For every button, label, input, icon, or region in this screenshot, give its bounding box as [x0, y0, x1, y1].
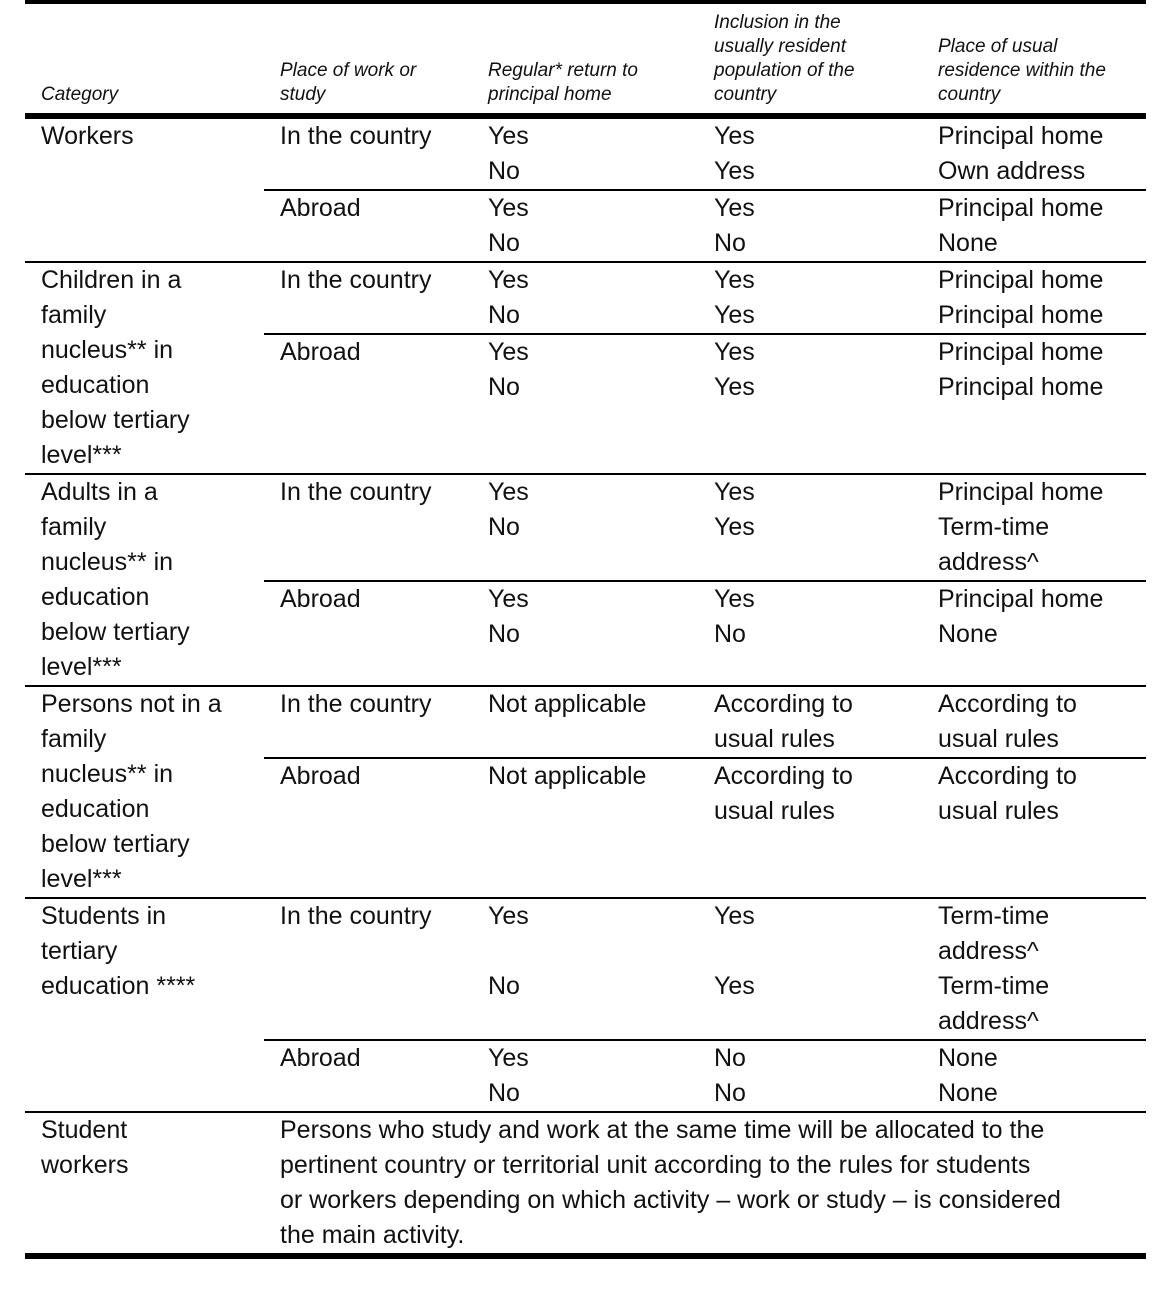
header-line: study: [280, 84, 326, 105]
header-place-of-work: [264, 59, 472, 107]
inclusion-cell: [698, 335, 922, 473]
residence-line: Principal home: [938, 373, 1104, 401]
category-line: level***: [41, 653, 122, 681]
return-line: No: [488, 301, 520, 329]
return-line: Yes: [488, 194, 529, 222]
residence-line: None: [938, 620, 998, 648]
header-line: Inclusion in the: [714, 12, 841, 33]
return-line: No: [488, 620, 520, 648]
subsection-abroad: [264, 191, 1146, 261]
residence-line: According to: [938, 690, 1077, 718]
section-workers: [25, 119, 1146, 263]
inclusion-line: Yes: [714, 513, 755, 541]
header-line: Place of usual: [938, 36, 1058, 57]
place-line: Abroad: [280, 585, 361, 613]
header-line: country: [938, 84, 1001, 105]
inclusion-line: Yes: [714, 373, 755, 401]
place-line: Abroad: [280, 1044, 361, 1072]
residence-cell: [922, 1041, 998, 1111]
residence-line: Principal home: [938, 478, 1104, 506]
place-cell: [264, 475, 472, 580]
inclusion-line: According to: [714, 690, 853, 718]
table-body: [25, 119, 1146, 1253]
inclusion-line: Yes: [714, 902, 755, 930]
return-cell: [472, 1041, 698, 1111]
return-line: Yes: [488, 585, 529, 613]
residence-cell: [922, 899, 1049, 1039]
category-line: nucleus** in: [41, 760, 174, 788]
inclusion-line: Yes: [714, 478, 755, 506]
category-line: below tertiary: [41, 830, 190, 858]
category-line: below tertiary: [41, 618, 190, 646]
section-rows: [264, 263, 1146, 473]
residence-cell: [922, 687, 1077, 757]
section-rows: [264, 475, 1146, 685]
subsection-abroad: [264, 582, 1146, 685]
residence-cell: [922, 475, 1103, 580]
category-line: tertiary: [41, 937, 118, 965]
residence-line: Principal home: [938, 301, 1104, 329]
residence-line: Term-time: [938, 902, 1050, 930]
subsection-in-country: [264, 687, 1146, 759]
return-cell: [472, 687, 698, 757]
header-category: [25, 83, 264, 107]
inclusion-line: [714, 934, 922, 969]
category-line: family: [41, 513, 107, 541]
inclusion-line: Yes: [714, 194, 755, 222]
residence-line: None: [938, 1079, 998, 1107]
place-line: In the country: [280, 122, 432, 150]
residence-line: None: [938, 1044, 998, 1072]
residence-cell: [922, 119, 1103, 189]
inclusion-line: No: [714, 1044, 746, 1072]
return-cell: [472, 119, 698, 189]
header-line: country: [714, 84, 777, 105]
subsection-in-country: [264, 119, 1146, 191]
inclusion-line: Yes: [714, 157, 755, 185]
category-cell: [25, 1113, 264, 1253]
section-rows: [264, 119, 1146, 261]
category-line: nucleus** in: [41, 548, 174, 576]
place-cell: [264, 687, 472, 757]
return-line: No: [488, 373, 520, 401]
place-line: In the country: [280, 690, 432, 718]
inclusion-cell: [698, 191, 922, 261]
note-text-cell: [264, 1113, 1146, 1253]
return-line: Yes: [488, 478, 529, 506]
residence-line: usual rules: [938, 725, 1059, 753]
subsection-in-country: [264, 263, 1146, 335]
category-line: level***: [41, 441, 122, 469]
inclusion-cell: [698, 119, 922, 189]
category-line: education: [41, 795, 150, 823]
section-adults-family-nucleus: [25, 475, 1146, 687]
inclusion-line: No: [714, 229, 746, 257]
place-line: Abroad: [280, 762, 361, 790]
category-line: below tertiary: [41, 406, 190, 434]
inclusion-cell: [698, 263, 922, 333]
residence-line: Term-time: [938, 972, 1050, 1000]
return-cell: [472, 899, 698, 1039]
category-cell: [25, 899, 264, 1111]
residence-line: Principal home: [938, 585, 1104, 613]
category-cell: [25, 687, 264, 897]
inclusion-line: Yes: [714, 585, 755, 613]
place-line: In the country: [280, 478, 432, 506]
category-line: Students in: [41, 902, 167, 930]
header-line: residence within the: [938, 60, 1106, 81]
inclusion-cell: [698, 899, 922, 1039]
header-line: population of the: [714, 60, 855, 81]
return-cell: [472, 335, 698, 473]
subsection-abroad: [264, 335, 1146, 473]
category-line: Persons not in a: [41, 690, 222, 718]
category-line: workers: [41, 1151, 129, 1179]
category-line: education ****: [41, 972, 196, 1000]
return-line: No: [488, 1079, 520, 1107]
place-cell: [264, 191, 472, 261]
return-line: Yes: [488, 338, 529, 366]
return-line: Yes: [488, 122, 529, 150]
return-cell: [472, 263, 698, 333]
inclusion-line: Yes: [714, 338, 755, 366]
header-line: Category: [41, 84, 119, 105]
place-cell: [264, 1041, 472, 1111]
subsection-in-country: [264, 899, 1146, 1041]
note-line: Persons who study and work at the same time will be allocated to the: [280, 1116, 1045, 1144]
residence-cell: [922, 263, 1103, 333]
category-line: Adults in a: [41, 478, 158, 506]
category-line: nucleus** in: [41, 336, 174, 364]
return-line: No: [488, 513, 520, 541]
return-line: Not applicable: [488, 762, 647, 790]
header-inclusion: [698, 11, 922, 107]
subsection-in-country: [264, 475, 1146, 582]
section-persons-not-in-family-nucleus: [25, 687, 1146, 899]
return-line: Yes: [488, 902, 529, 930]
header-regular-return: [472, 59, 698, 107]
inclusion-cell: [698, 475, 922, 580]
place-cell: [264, 335, 472, 473]
section-children-family-nucleus: [25, 263, 1146, 475]
residence-line: address^: [938, 1007, 1039, 1035]
header-line: Regular* return to: [488, 60, 638, 81]
residence-cell: [922, 191, 1103, 261]
place-cell: [264, 899, 472, 1039]
inclusion-line: According to: [714, 762, 853, 790]
return-line: [488, 934, 698, 969]
residence-line: Term-time: [938, 513, 1050, 541]
category-line: level***: [41, 865, 122, 893]
subsection-abroad: [264, 759, 1146, 897]
inclusion-line: No: [714, 1079, 746, 1107]
category-line: family: [41, 725, 107, 753]
residence-line: None: [938, 229, 998, 257]
residence-cell: [922, 582, 1103, 685]
place-line: Abroad: [280, 194, 361, 222]
inclusion-line: usual rules: [714, 797, 835, 825]
inclusion-cell: [698, 1041, 922, 1111]
residence-rules-table: [25, 0, 1146, 1259]
inclusion-line: usual rules: [714, 725, 835, 753]
inclusion-line: Yes: [714, 972, 755, 1000]
category-cell: [25, 475, 264, 685]
residence-cell: [922, 335, 1103, 473]
inclusion-line: Yes: [714, 301, 755, 329]
place-line: In the country: [280, 902, 432, 930]
return-line: No: [488, 157, 520, 185]
category-line: Children in a: [41, 266, 182, 294]
residence-cell: [922, 759, 1077, 897]
residence-line: Principal home: [938, 266, 1104, 294]
subsection-abroad: [264, 1041, 1146, 1111]
table-header-row: [25, 4, 1146, 119]
note-line: or workers depending on which activity – work or study – is considered: [280, 1186, 1061, 1214]
residence-line: According to: [938, 762, 1077, 790]
category-line: education: [41, 371, 150, 399]
header-residence: [922, 35, 1146, 107]
header-line: principal home: [488, 84, 612, 105]
category-line: Student: [41, 1116, 128, 1144]
return-line: No: [488, 229, 520, 257]
note-line: the main activity.: [280, 1221, 465, 1249]
category-cell: [25, 263, 264, 473]
return-cell: [472, 475, 698, 580]
place-cell: [264, 582, 472, 685]
return-cell: [472, 582, 698, 685]
inclusion-cell: [698, 582, 922, 685]
return-cell: [472, 191, 698, 261]
inclusion-line: Yes: [714, 266, 755, 294]
place-line: Abroad: [280, 338, 361, 366]
category-line: education: [41, 583, 150, 611]
place-cell: [264, 119, 472, 189]
category-line: Workers: [41, 122, 134, 150]
inclusion-cell: [698, 687, 922, 757]
header-line: Place of work or: [280, 60, 417, 81]
section-student-workers: [25, 1113, 1146, 1253]
residence-line: Principal home: [938, 122, 1104, 150]
return-line: No: [488, 972, 520, 1000]
place-line: In the country: [280, 266, 432, 294]
residence-line: Principal home: [938, 194, 1104, 222]
residence-line: address^: [938, 548, 1039, 576]
category-cell: [25, 119, 264, 261]
residence-line: Own address: [938, 157, 1086, 185]
return-line: Not applicable: [488, 690, 647, 718]
return-line: Yes: [488, 1044, 529, 1072]
place-cell: [264, 263, 472, 333]
residence-line: usual rules: [938, 797, 1059, 825]
residence-line: Principal home: [938, 338, 1104, 366]
note-line: pertinent country or territorial unit according to the rules for students: [280, 1151, 1031, 1179]
return-cell: [472, 759, 698, 897]
category-line: family: [41, 301, 107, 329]
inclusion-line: No: [714, 620, 746, 648]
header-line: usually resident: [714, 36, 847, 57]
section-rows: [264, 687, 1146, 897]
section-rows: [264, 899, 1146, 1111]
return-line: Yes: [488, 266, 529, 294]
section-students-tertiary: [25, 899, 1146, 1113]
place-cell: [264, 759, 472, 897]
inclusion-line: Yes: [714, 122, 755, 150]
inclusion-cell: [698, 759, 922, 897]
residence-line: address^: [938, 937, 1039, 965]
